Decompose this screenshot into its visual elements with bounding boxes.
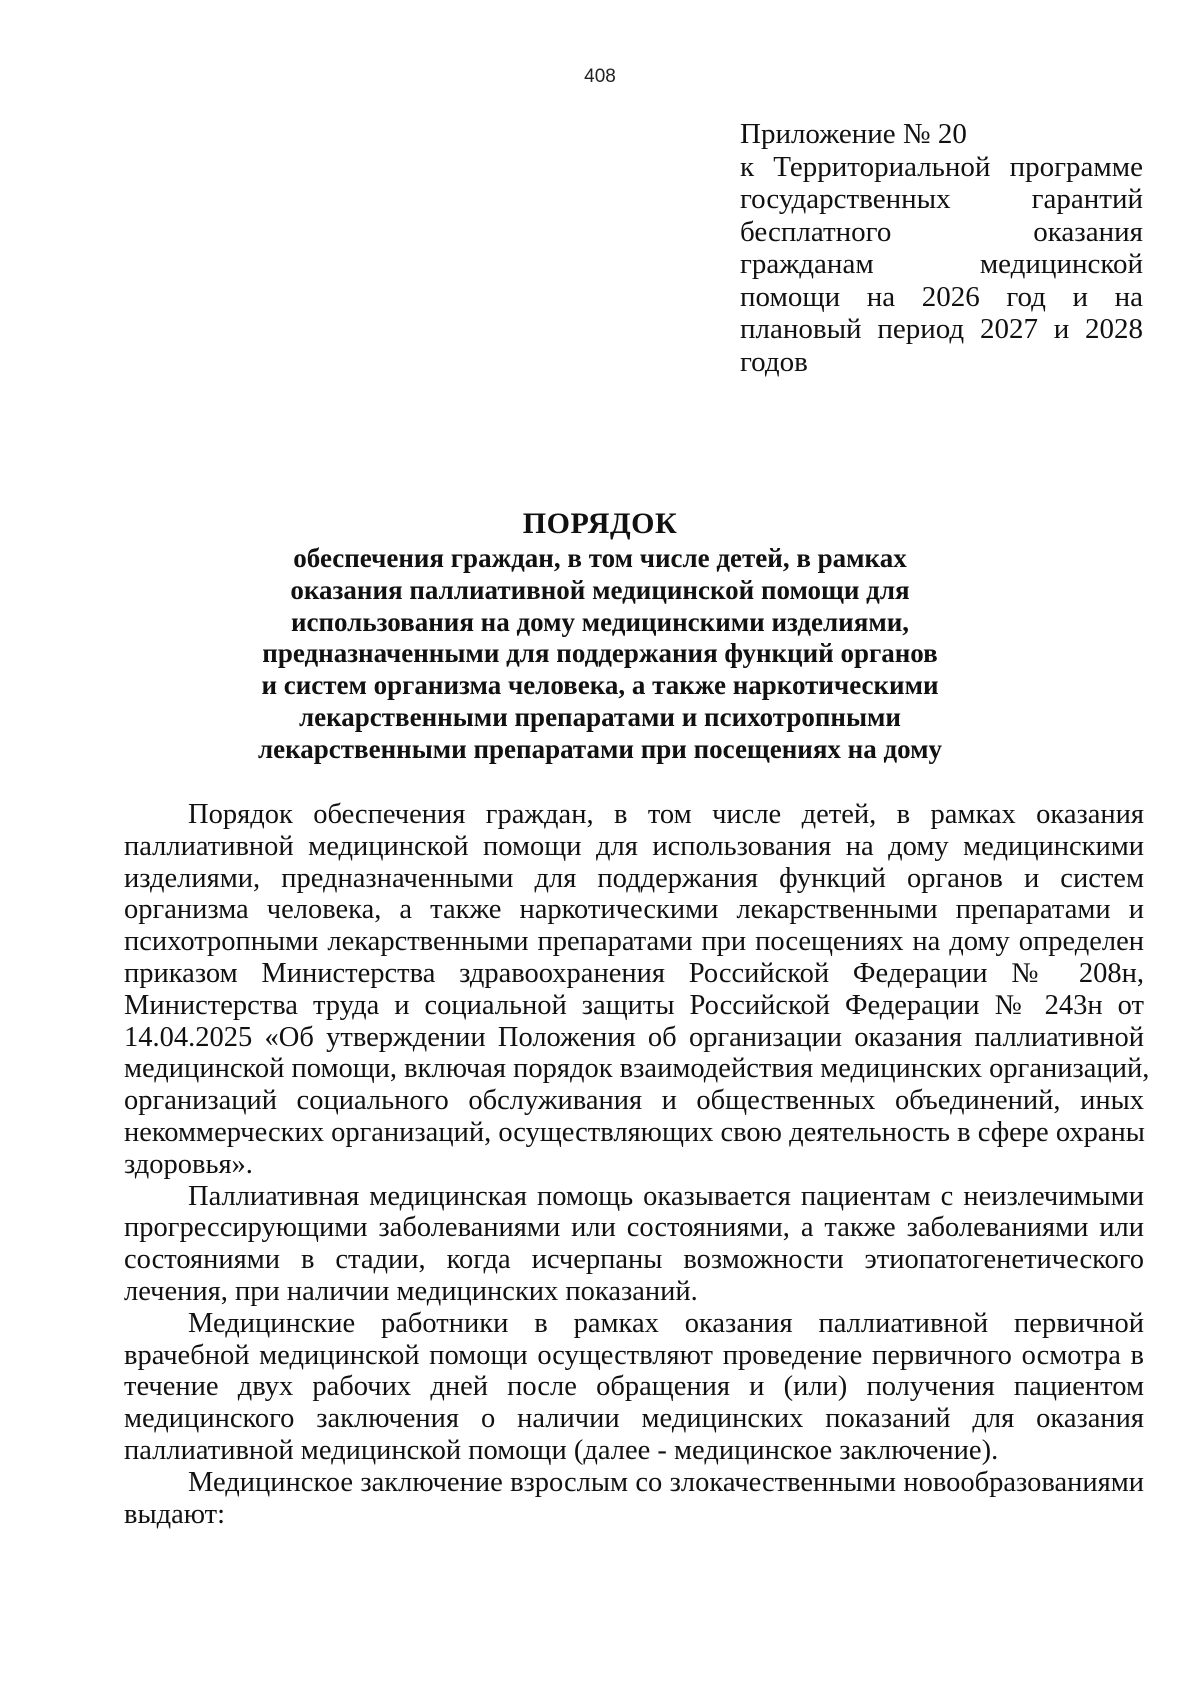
subtitle-line: лекарственными препаратами и психотропными: [299, 701, 901, 732]
document-title: [200, 506, 1000, 766]
subtitle-line: и систем организма человека, а также наркотическими: [261, 670, 939, 701]
title-main: ПОРЯДОК: [522, 507, 678, 540]
text-line: Паллиативная медицинская помощь оказывается пациентам с неизлечимыми: [188, 1180, 1144, 1212]
text-line: паллиативной медицинской помощи (далее - медицинское заключение).: [124, 1434, 999, 1466]
annex-header: [740, 118, 1143, 378]
document-body: [124, 799, 1150, 1530]
paragraph: [124, 1467, 1144, 1531]
text-line: здоровья».: [124, 1148, 253, 1180]
subtitle-line: обеспечения граждан, в том числе детей, в рамках: [293, 543, 907, 573]
text-line: врачебной медицинской помощи осуществляют проведение первичного осмотра в: [124, 1339, 1144, 1371]
text-line: течение двух рабочих дней после обращения и (или) получения пациентом: [124, 1371, 1144, 1403]
subtitle-line: предназначенными для поддержания функций органов: [262, 638, 938, 669]
subtitle-line: использования на дому медицинскими изделиями,: [290, 606, 910, 637]
text-line: медицинской помощи, включая порядок взаимодействия медицинских организаций,: [124, 1053, 1150, 1085]
paragraph: [124, 1308, 1144, 1467]
annex-line: годов: [740, 345, 808, 378]
text-line: паллиативной медицинской помощи для использования на дому медицинскими: [124, 830, 1144, 862]
text-line: Медицинское заключение взрослым со злокачественными новообразованиями: [188, 1466, 1144, 1498]
annex-line: помощи на 2026 год и на: [740, 280, 1143, 313]
subtitle-line: оказания паллиативной медицинской помощи для: [290, 574, 910, 605]
text-line: организма человека, а также наркотическими лекарственными препаратами и: [124, 894, 1144, 926]
text-line: медицинского заключения о наличии медицинских показаний для оказания: [124, 1403, 1144, 1435]
subtitle-line: лекарственными препаратами при посещениях на дому: [257, 733, 943, 764]
title-subtitle: [200, 543, 1000, 766]
page-number: 408: [584, 66, 616, 87]
annex-line: государственных гарантий: [740, 183, 1143, 215]
paragraph: [124, 799, 1150, 1181]
annex-line: гражданам медицинской: [740, 248, 1143, 280]
annex-line: Приложение № 20: [740, 118, 967, 150]
text-line: 14.04.2025 «Об утверждении Положения об организации оказания паллиативной: [124, 1021, 1144, 1053]
text-line: выдают:: [124, 1498, 226, 1530]
text-line: психотропными лекарственными препаратами при посещениях на дому определен: [124, 926, 1144, 958]
annex-line: к Территориальной программе: [740, 150, 1143, 183]
text-line: Медицинские работники в рамках оказания паллиативной первичной: [188, 1307, 1144, 1339]
paragraph: [124, 1181, 1144, 1308]
text-line: некоммерческих организаций, осуществляющих свою деятельность в сфере охраны: [124, 1116, 1145, 1148]
text-line: прогрессирующими заболеваниями или состояниями, а также заболеваниями или: [124, 1212, 1144, 1244]
annex-line: бесплатного оказания: [740, 215, 1143, 248]
text-line: приказом Министерства здравоохранения Российской Федерации № 208н,: [124, 957, 1144, 989]
text-line: Министерства труда и социальной защиты Российской Федерации № 243н от: [124, 989, 1144, 1021]
text-line: изделиями, предназначенными для поддержания функций органов и систем: [124, 862, 1144, 894]
text-line: Порядок обеспечения граждан, в том числе детей, в рамках оказания: [188, 799, 1144, 830]
text-line: лечения, при наличии медицинских показаний.: [124, 1275, 698, 1307]
text-line: состояниями в стадии, когда исчерпаны возможности этиопатогенетического: [124, 1244, 1144, 1276]
text-line: организаций социального обслуживания и общественных объединений, иных: [124, 1085, 1144, 1117]
annex-line: плановый период 2027 и 2028: [740, 313, 1143, 345]
